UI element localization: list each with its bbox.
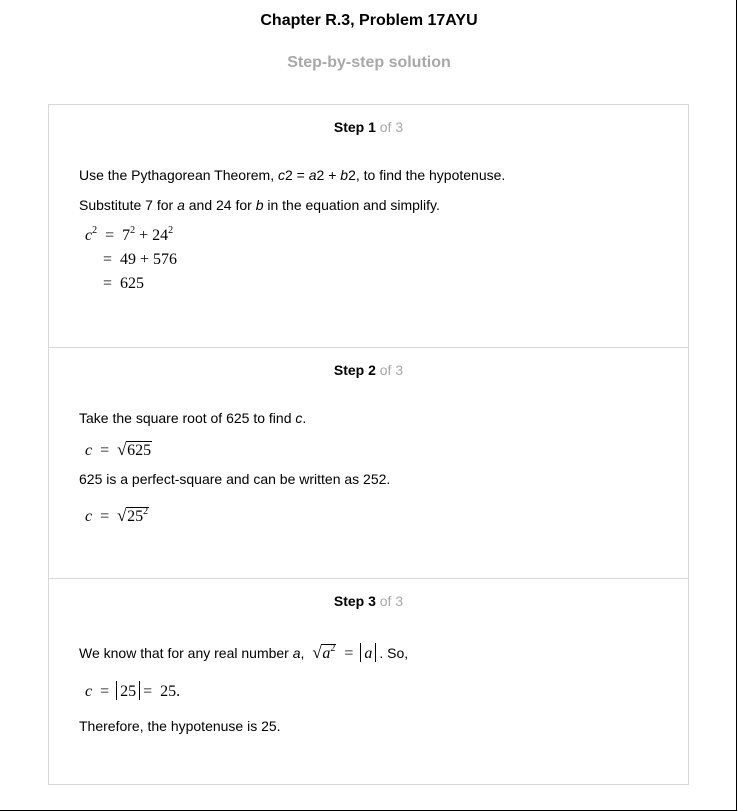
equals: = [143,683,153,700]
text: , [300,645,305,661]
text: . So, [379,645,409,661]
step-2-header [49,362,688,378]
equals: = [100,442,110,459]
var-c: c [277,167,285,183]
step-1-of: of 3 [375,119,404,135]
step-2-equation-1 [85,442,152,460]
exp: 2 [143,506,149,517]
step-3-of: of 3 [375,593,404,609]
step-1-text-2 [79,197,440,213]
exp: 2 [92,225,98,236]
var-b: b [340,167,349,183]
page-title: Chapter R.3, Problem 17AYU [260,12,478,29]
text: . [302,410,307,426]
equals: = [100,683,110,700]
equals: = [103,275,113,292]
text: Substitute 7 for [79,197,178,213]
step-2 [49,347,688,579]
abs-bar-left [116,681,117,700]
text: 2 + [316,167,341,183]
var-a: a [177,197,185,213]
radicand: 625 [127,442,152,459]
text: in the equation and simplify. [263,197,440,213]
num: 24 [152,227,169,244]
num: 25 [120,683,137,700]
step-2-text-1 [79,410,306,426]
step-3-header [49,593,688,609]
var-a: a [292,645,301,661]
text: and 24 for [184,197,256,213]
text: 2, to find the hypotenuse. [348,167,506,183]
step-2-label: Step 2 [333,362,376,378]
radicand [321,644,336,662]
plus: + [139,227,149,244]
text: Take the square root of 625 to find [79,410,296,426]
inline-math [308,645,379,662]
text: We know that for any real number [79,645,293,661]
step-1-text-1 [79,167,505,183]
step-1-equation-2 [103,251,177,269]
abs-bar-left [360,643,361,662]
text: Use the Pythagorean Theorem, [79,167,278,183]
num: 25 [127,508,144,525]
radicand [126,507,149,525]
square-root: √ 625 [117,440,152,459]
abs-bar-right [139,681,140,700]
exp: 2 [330,643,336,654]
var-a: a [364,645,373,662]
num: 25. [160,683,181,700]
var-a: a [322,645,331,662]
equals: = [100,508,110,525]
exp: 2 [130,225,136,236]
square-root: √ $25^2$ [117,506,149,525]
equals: = [105,227,115,244]
eq-lhs: c [85,508,93,525]
page-subtitle: Step-by-step solution [287,54,451,71]
var-c: c [295,410,303,426]
eq-lhs: c [85,683,93,700]
square-root: √ $a^2$ [312,643,336,662]
solution-card [48,104,689,785]
var-b: b [255,197,264,213]
eq-lhs: c [85,227,93,244]
exp: 2 [168,225,174,236]
equals: = [344,645,354,662]
eq-lhs: c [85,442,93,459]
step-3-text-1 [79,643,408,663]
step-2-of: of 3 [375,362,404,378]
step-2-text-2: 625 is a perfect-square and can be written as 252. [79,471,391,487]
abs-bar-right [375,643,376,662]
num: 7 [122,227,131,244]
expr: 625 [120,275,145,292]
step-2-equation-2 [85,508,149,526]
expr: 49 + 576 [120,251,178,268]
equals: = [103,251,113,268]
var-a: a [308,167,317,183]
step-3-label: Step 3 [333,593,376,609]
step-1-header [49,119,688,135]
step-3-equation [85,681,180,701]
step-1-equation-1 [85,227,173,245]
step-3 [49,578,688,785]
step-3-text-2: Therefore, the hypotenuse is 25. [79,718,281,734]
step-1-equation-3 [103,275,144,293]
text: 2 = [284,167,309,183]
step-1-label: Step 1 [333,119,376,135]
step-1 [49,105,688,347]
